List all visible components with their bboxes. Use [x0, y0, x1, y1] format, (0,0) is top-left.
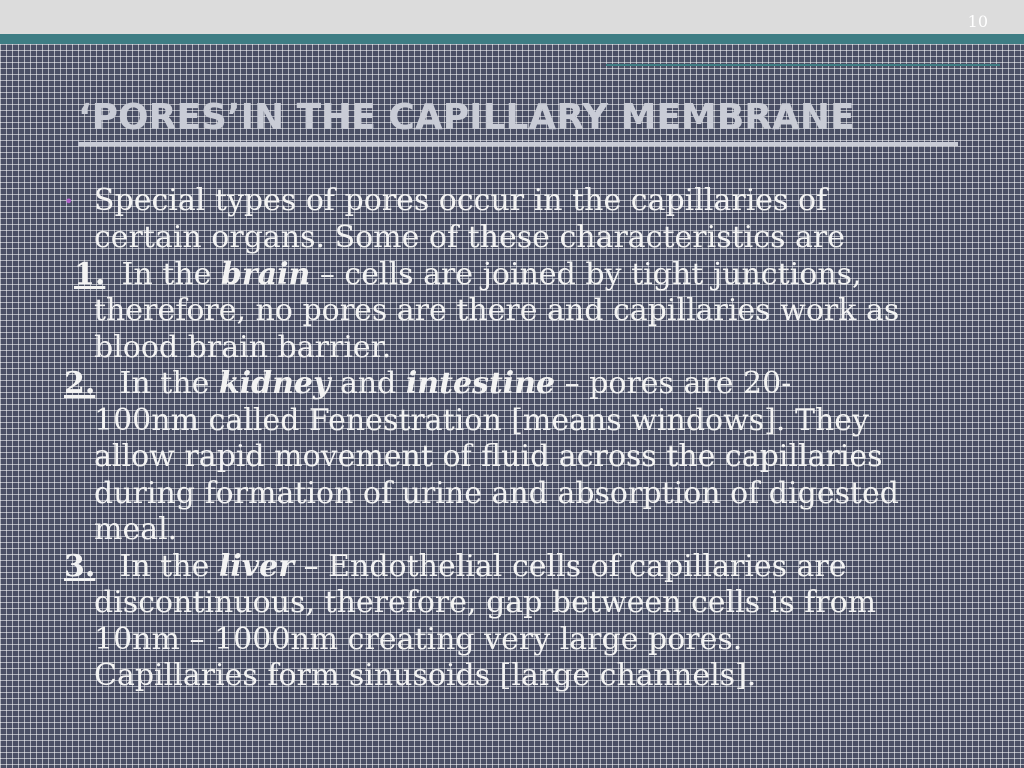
item-text: – pores are 20-	[555, 366, 792, 402]
item-text: – cells are joined by tight junctions,	[310, 256, 862, 292]
item-text: and	[330, 366, 406, 402]
secondary-accent-line	[606, 48, 1000, 66]
item-continuation: Capillaries form sinusoids [large channels].	[94, 658, 757, 694]
intro-text-1: Special types of pores occur in the capillaries of	[94, 183, 828, 218]
item-text: In the	[110, 366, 219, 402]
intro-line	[64, 220, 964, 257]
item-text: – Endothelial cells of capillaries are	[294, 548, 847, 584]
slide-header-band	[0, 0, 1024, 36]
organ-liver: liver	[218, 548, 295, 584]
organ-kidney: kidney	[218, 366, 331, 402]
item-continuation: 100nm called Fenestration [means windows]. They	[94, 402, 869, 438]
item-continuation: meal.	[94, 512, 178, 548]
intro-line	[64, 183, 964, 220]
item-continuation: allow rapid movement of fluid across the capillaries	[94, 439, 883, 475]
item-continuation: blood brain barrier.	[94, 329, 392, 365]
slide-number: 10	[967, 12, 988, 31]
item-text: In the	[110, 548, 219, 584]
slide-title: ‘PORES’IN THE CAPILLARY MEMBRANE	[78, 94, 958, 146]
item-text: In the	[112, 256, 221, 292]
intro-text-2: certain organs. Some of these characteristics are	[94, 220, 845, 256]
organ-brain: brain	[220, 256, 311, 292]
header-accent-bar	[0, 34, 1024, 44]
item-continuation: during formation of urine and absorption of digested	[94, 475, 899, 511]
list-item-kidney	[64, 366, 964, 403]
item-number: 1.	[74, 256, 106, 292]
organ-intestine: intestine	[405, 366, 556, 402]
list-item-liver	[64, 549, 964, 586]
bullet-icon: •	[64, 191, 74, 211]
item-number: 3.	[64, 548, 96, 584]
slide-content	[64, 183, 964, 695]
item-number: 2.	[64, 366, 96, 402]
item-continuation: therefore, no pores are there and capillaries work as	[94, 293, 900, 329]
list-item-brain	[64, 257, 964, 294]
item-continuation: 10nm – 1000nm creating very large pores.	[94, 621, 743, 657]
item-continuation: discontinuous, therefore, gap between cells is from	[94, 585, 877, 621]
